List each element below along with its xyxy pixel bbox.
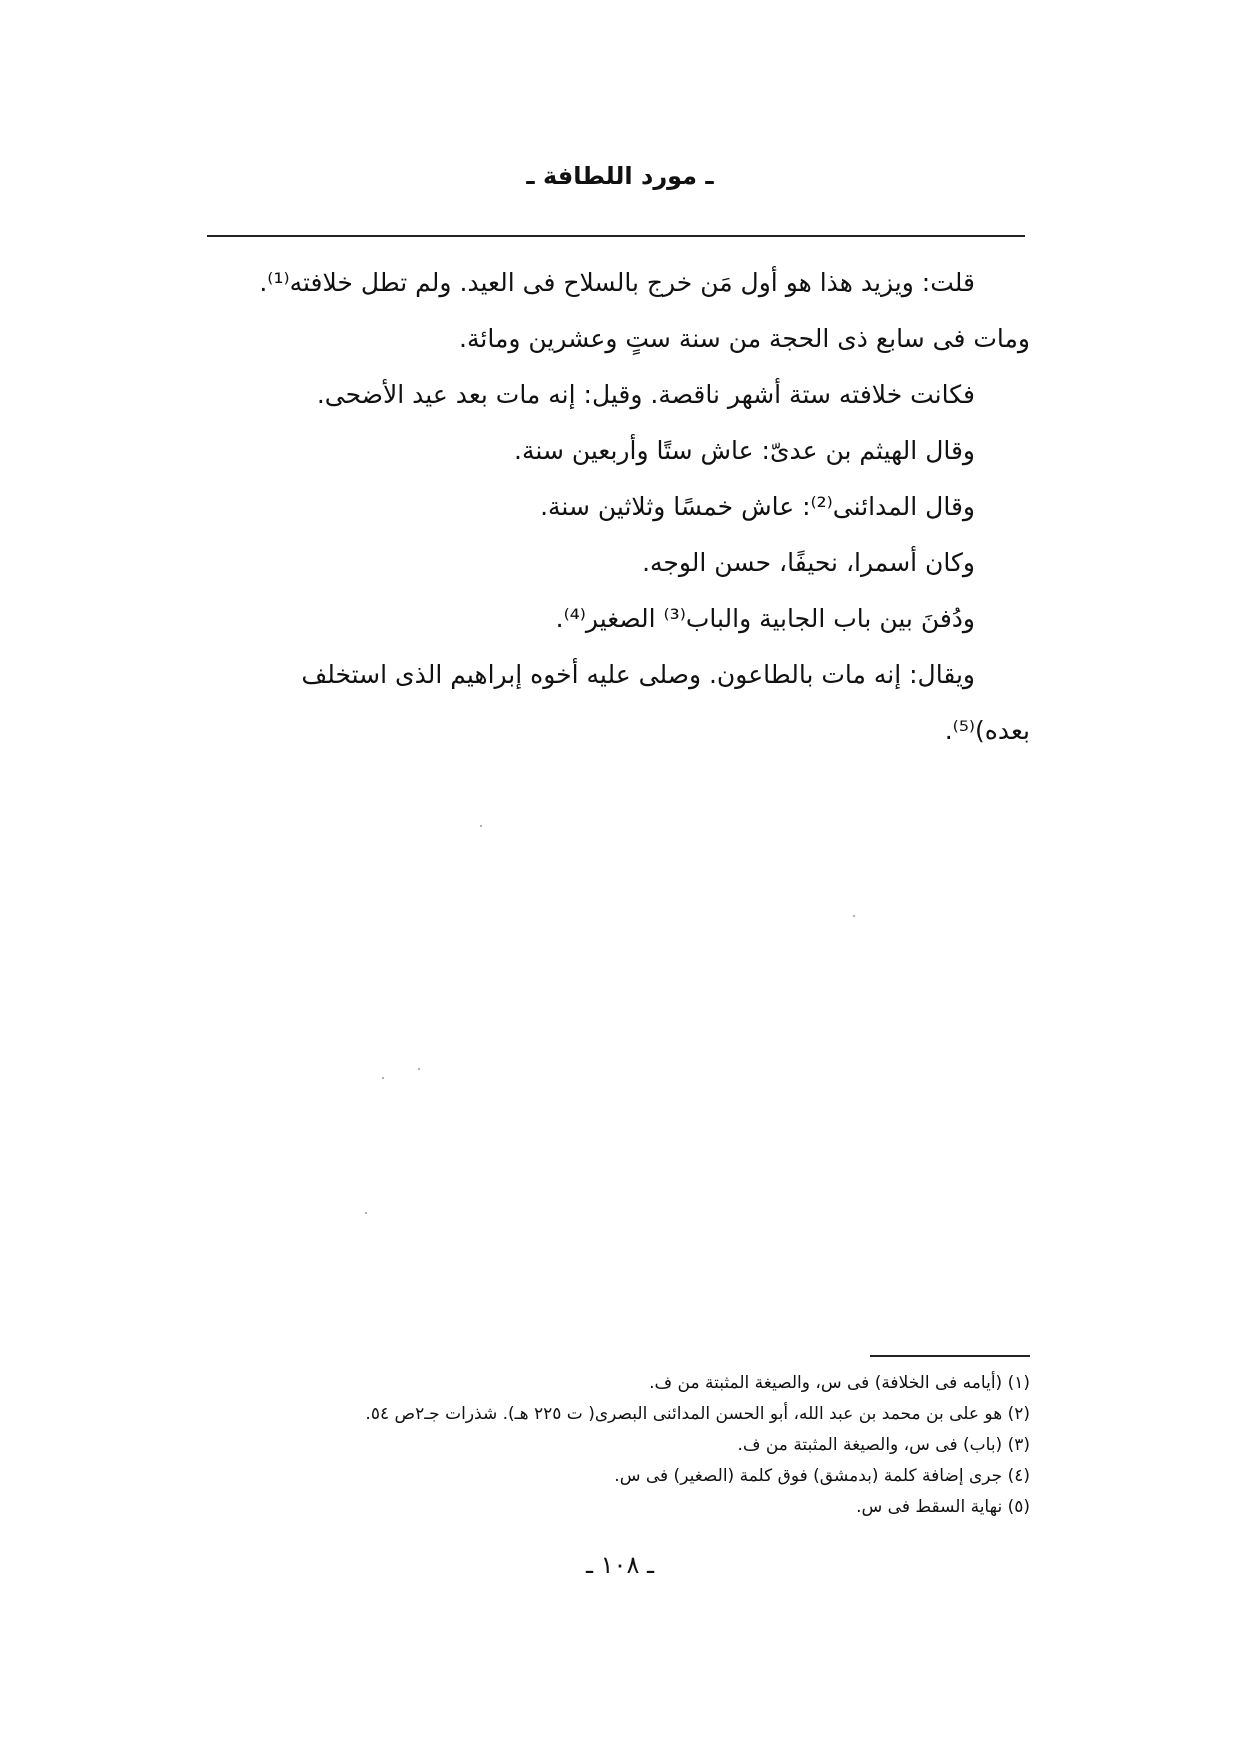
body-line [205, 535, 1030, 591]
body-line [205, 479, 1030, 535]
body-line-text: ويقال: إنه مات بالطاعون. وصلى عليه أخوه إبراهيم الذى استخلف [301, 660, 975, 689]
footnote: (٤) جرى إضافة كلمة (بدمشق) فوق كلمة (الصغير) فى س. [614, 1466, 1030, 1486]
body-line-text: وقال المدائنى⁽²⁾: عاش خمسًا وثلاثين سنة. [540, 492, 975, 521]
body-line-text: قلت: ويزيد هذا هو أول مَن خرج بالسلاح فى العيد. ولم تطل خلافته⁽¹⁾. [259, 268, 975, 297]
scan-speck [418, 1068, 420, 1070]
body-line [205, 703, 1030, 759]
footnote: (٥) نهاية السقط فى س. [856, 1497, 1030, 1517]
body-line-text: فكانت خلافته ستة أشهر ناقصة. وقيل: إنه مات بعد عيد الأضحى. [316, 380, 975, 409]
body-line [205, 311, 1030, 367]
body-line-text: بعده)⁽⁵⁾. [944, 716, 1030, 745]
footnote: (٢) هو على بن محمد بن عبد الله، أبو الحسن المدائنى البصرى( ت ٢٢٥ هـ). شذرات جـ٢ص ٥٤. [365, 1404, 1030, 1424]
body-text [205, 255, 1030, 759]
header-rule [207, 235, 1025, 237]
scan-speck [382, 1077, 384, 1079]
body-line [205, 647, 1030, 703]
body-line [205, 255, 1030, 311]
body-line-text: ومات فى سابع ذى الحجة من سنة ستٍ وعشرين ومائة. [459, 324, 1030, 353]
scan-speck [853, 915, 855, 917]
running-header: ـ مورد اللطافة ـ [526, 162, 714, 190]
body-line [205, 423, 1030, 479]
scan-speck [480, 825, 482, 827]
body-line [205, 367, 1030, 423]
page-number: ـ ١٠٨ ـ [585, 1551, 654, 1579]
footnote: (٣) (باب) فى س، والصيغة المثبتة من ف. [737, 1435, 1030, 1455]
footnotes [230, 1368, 1030, 1523]
body-line-text: وقال الهيثم بن عدىّ: عاش ستًا وأربعين سنة. [514, 436, 975, 465]
footnote-rule [870, 1355, 1030, 1357]
body-line-text: ودُفنَ بين باب الجابية والباب⁽³⁾ الصغير⁽⁴⁾. [555, 604, 975, 633]
body-line-text: وكان أسمرا، نحيفًا، حسن الوجه. [642, 548, 975, 577]
scan-speck [365, 1212, 367, 1214]
footnote: (١) (أيامه فى الخلافة) فى س، والصيغة المثبتة من ف. [649, 1373, 1030, 1393]
body-line [205, 591, 1030, 647]
